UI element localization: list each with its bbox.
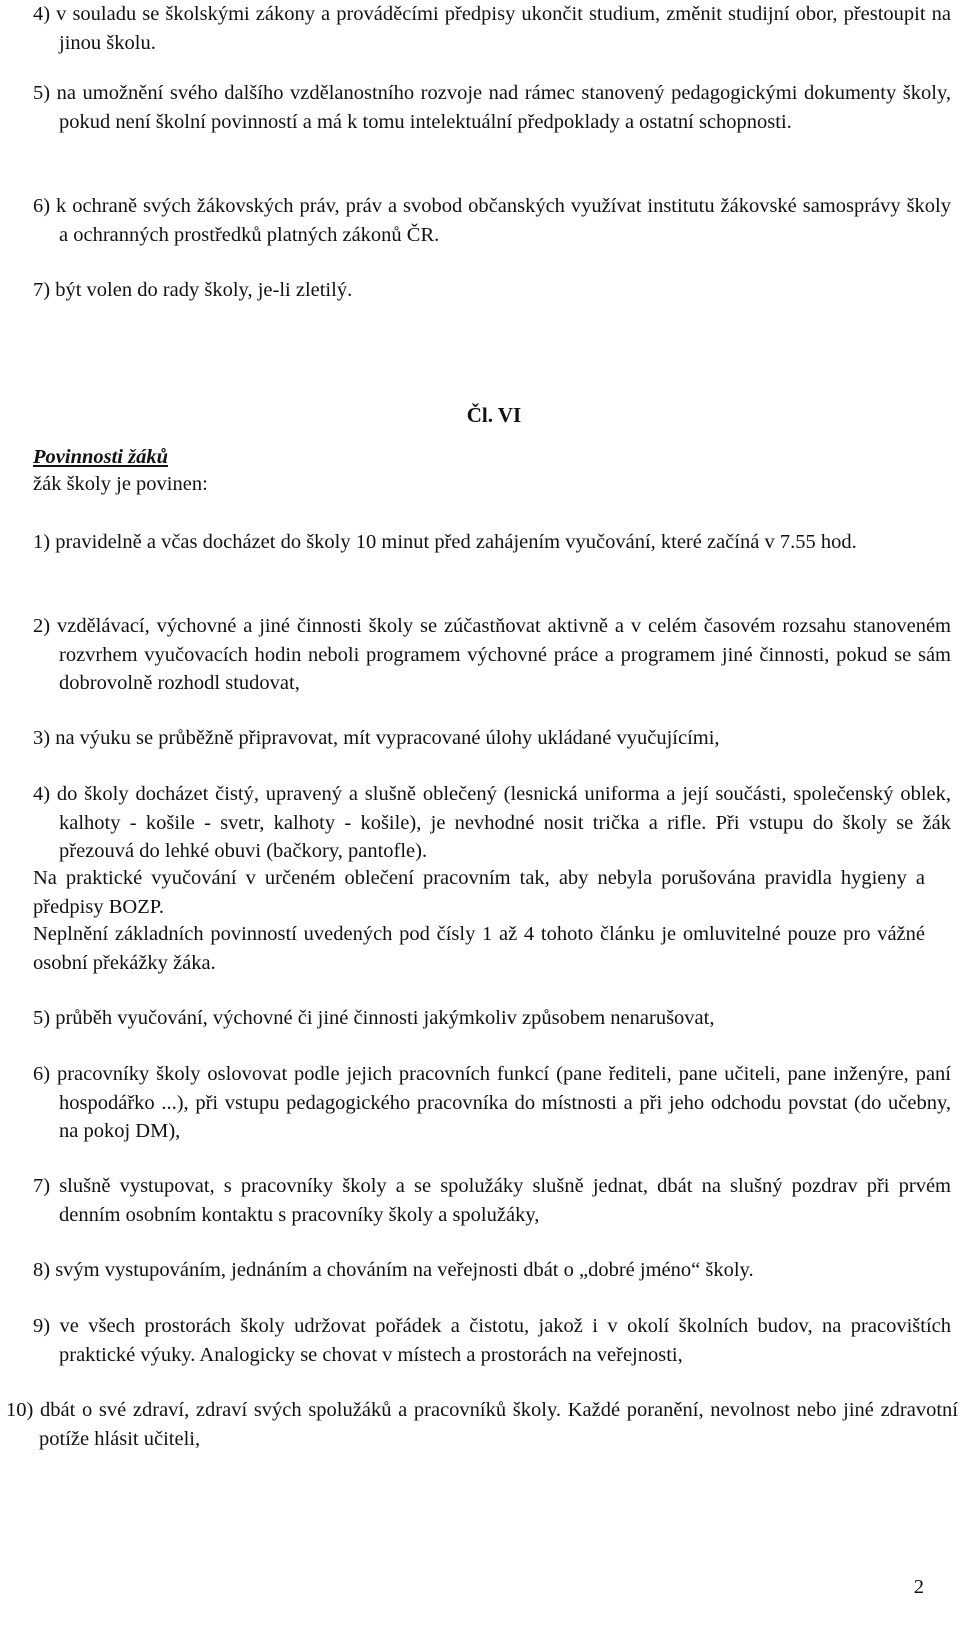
- duty-item-7: 7) slušně vystupovat, s pracovníky školy a se spolužáky slušně jednat, dbát na slušný pozdrav při prvém denním osobním kontaktu s pracovníky školy a spolužáky,: [33, 1175, 951, 1226]
- duty-item-8: 8) svým vystupováním, jednáním a chováním na veřejnosti dbát o „dobré jméno“ školy.: [33, 1259, 754, 1281]
- section-title: Povinnosti žáků: [33, 446, 168, 468]
- right-item-6: 6) k ochraně svých žákovských práv, práv a svobod občanských využívat institutu žákovské samosprávy školy a ochranných prostředků platných zákonů ČR.: [33, 195, 951, 246]
- article-heading: Čl. VI: [466, 403, 522, 427]
- duty-item-10: 10) dbát o své zdraví, zdraví svých spolužáků a pracovníků školy. Každé poranění, nevolnost nebo jiné zdravotní potíže hlásit učiteli,: [6, 1399, 958, 1450]
- duty-item-9: 9) ve všech prostorách školy udržovat pořádek a čistotu, jakož i v okolí školních budov, na pracovištích praktické výuky. Analogicky se chovat v místech a prostorách na veřejnosti,: [33, 1315, 951, 1366]
- duty-item-3: 3) na výuku se průběžně připravovat, mít vypracované úlohy ukládané vyučujícími,: [33, 727, 720, 749]
- duty-item-6: 6) pracovníky školy oslovovat podle jejich pracovních funkcí (pane řediteli, pane učiteli, pane inženýre, paní hospodářko ...), při vstupu pedagogického pracovníka do místnosti a při jeho odchodu povstat (do učebny, na pokoj DM),: [33, 1063, 951, 1142]
- duty-item-4-note-clothing: Na praktické vyučování v určeném oblečení pracovním tak, aby nebyla porušována pravidla hygieny a předpisy BOZP.: [33, 867, 925, 918]
- duty-item-1: 1) pravidelně a včas docházet do školy 10 minut před zahájením vyučování, které začíná v 7.55 hod.: [33, 531, 857, 553]
- page-number: 2: [913, 1576, 924, 1598]
- right-item-7: 7) být volen do rady školy, je-li zletilý.: [33, 279, 353, 301]
- duty-item-2: 2) vzdělávací, výchovné a jiné činnosti školy se zúčastňovat aktivně a v celém časovém rozsahu stanoveném rozvrhem vyučovacích hodin neboli programem výchovné práce a programem jiné činnosti, pokud se sám dobrovolně rozhodl studovat,: [33, 615, 951, 694]
- right-item-5: 5) na umožnění svého dalšího vzdělanostního rozvoje nad rámec stanovený pedagogickými dokumenty školy, pokud není školní povinností a má k tomu intelektuální předpoklady a ostatní schopnosti.: [33, 82, 951, 133]
- duty-item-4: 4) do školy docházet čistý, upravený a slušně oblečený (lesnická uniforma a její součásti, společenský oblek, kalhoty - košile - svetr, kalhoty - košile), je nevhodné nosit trička a rifle. Při vstupu do školy se žák přezouvá do lehké obuvi (bačkory, pantofle).: [33, 783, 951, 862]
- right-item-4: 4) v souladu se školskými zákony a prováděcími předpisy ukončit studium, změnit studijní obor, přestoupit na jinou školu.: [33, 3, 951, 54]
- duty-item-4-note-excuse: Neplnění základních povinností uvedených pod čísly 1 až 4 tohoto článku je omluvitelné pouze pro vážné osobní překážky žáka.: [33, 923, 925, 974]
- section-subtitle: žák školy je povinen:: [33, 473, 208, 495]
- duty-item-5: 5) průběh vyučování, výchovné či jiné činnosti jakýmkoliv způsobem nenarušovat,: [33, 1007, 715, 1029]
